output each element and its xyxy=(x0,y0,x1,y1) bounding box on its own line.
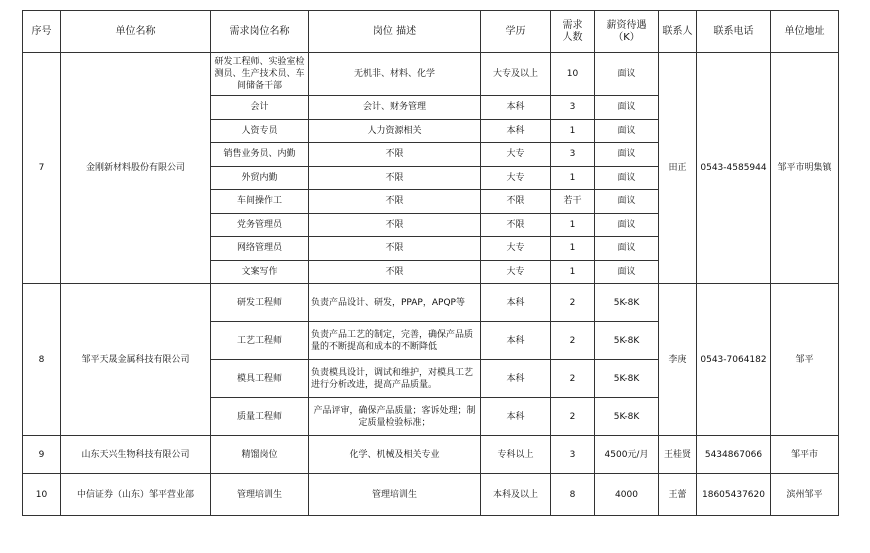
recruitment-table xyxy=(22,10,839,516)
position-title: 工艺工程师 xyxy=(211,322,309,360)
position-count: 1 xyxy=(551,166,595,190)
position-education: 大专 xyxy=(481,143,551,167)
position-desc: 不限 xyxy=(309,237,481,261)
company-phone: 0543-4585944 xyxy=(697,53,771,284)
position-education: 大专 xyxy=(481,260,551,284)
position-salary: 面议 xyxy=(595,119,659,143)
position-title: 质量工程师 xyxy=(211,398,309,436)
position-salary: 4000 xyxy=(595,474,659,516)
position-salary: 5K-8K xyxy=(595,398,659,436)
header-education: 学历 xyxy=(481,11,551,53)
header-count: 需求 人数 xyxy=(551,11,595,53)
company-name: 中信证券（山东）邹平营业部 xyxy=(61,474,211,516)
position-desc: 不限 xyxy=(309,166,481,190)
position-count: 1 xyxy=(551,213,595,237)
company-contact: 李庚 xyxy=(659,284,697,436)
header-contact: 联系人 xyxy=(659,11,697,53)
position-education: 不限 xyxy=(481,213,551,237)
position-salary: 4500元/月 xyxy=(595,436,659,474)
table-row xyxy=(23,53,839,96)
company-no: 7 xyxy=(23,53,61,284)
position-title: 党务管理员 xyxy=(211,213,309,237)
position-desc: 负责产品工艺的制定，完善，确保产品质量的不断提高和成本的不断降低 xyxy=(309,322,481,360)
position-count: 3 xyxy=(551,96,595,120)
position-education: 专科以上 xyxy=(481,436,551,474)
position-title: 研发工程师、实验室检测员、生产技术员、车间储备干部 xyxy=(211,53,309,96)
position-count: 2 xyxy=(551,322,595,360)
position-count: 1 xyxy=(551,237,595,261)
position-salary: 面议 xyxy=(595,237,659,261)
position-salary: 5K-8K xyxy=(595,284,659,322)
header-description: 岗位 描述 xyxy=(309,11,481,53)
position-title: 管理培训生 xyxy=(211,474,309,516)
position-salary: 面议 xyxy=(595,213,659,237)
company-address: 邹平 xyxy=(771,284,839,436)
header-salary: 薪资待遇 （K） xyxy=(595,11,659,53)
table-row xyxy=(23,474,839,516)
position-education: 本科 xyxy=(481,96,551,120)
company-contact: 王桂贤 xyxy=(659,436,697,474)
position-desc: 不限 xyxy=(309,260,481,284)
position-education: 本科 xyxy=(481,322,551,360)
position-education: 不限 xyxy=(481,190,551,214)
header-phone: 联系电话 xyxy=(697,11,771,53)
position-salary: 面议 xyxy=(595,190,659,214)
recruitment-table-wrapper xyxy=(22,10,839,516)
position-education: 本科 xyxy=(481,360,551,398)
position-desc: 会计、财务管理 xyxy=(309,96,481,120)
position-desc: 负责产品设计、研发，PPAP，APQP等 xyxy=(309,284,481,322)
position-desc: 不限 xyxy=(309,143,481,167)
company-no: 10 xyxy=(23,474,61,516)
position-salary: 面议 xyxy=(595,96,659,120)
position-title: 人资专员 xyxy=(211,119,309,143)
position-count: 3 xyxy=(551,436,595,474)
header-row xyxy=(23,11,839,53)
position-count: 2 xyxy=(551,398,595,436)
position-salary: 5K-8K xyxy=(595,360,659,398)
company-name: 邹平天晟金属科技有限公司 xyxy=(61,284,211,436)
position-count: 1 xyxy=(551,119,595,143)
position-salary: 面议 xyxy=(595,143,659,167)
position-desc: 管理培训生 xyxy=(309,474,481,516)
position-education: 本科 xyxy=(481,119,551,143)
company-contact: 田正 xyxy=(659,53,697,284)
company-name: 山东天兴生物科技有限公司 xyxy=(61,436,211,474)
header-company: 单位名称 xyxy=(61,11,211,53)
company-contact: 王蕾 xyxy=(659,474,697,516)
position-salary: 面议 xyxy=(595,260,659,284)
company-phone: 18605437620 xyxy=(697,474,771,516)
position-title: 车间操作工 xyxy=(211,190,309,214)
company-address: 邹平市 xyxy=(771,436,839,474)
position-desc: 产品评审，确保产品质量；客诉处理；制定质量检验标准； xyxy=(309,398,481,436)
position-title: 会计 xyxy=(211,96,309,120)
position-title: 研发工程师 xyxy=(211,284,309,322)
position-desc: 不限 xyxy=(309,190,481,214)
position-education: 大专及以上 xyxy=(481,53,551,96)
position-education: 本科 xyxy=(481,398,551,436)
position-desc: 不限 xyxy=(309,213,481,237)
position-count: 2 xyxy=(551,360,595,398)
position-title: 外贸内勤 xyxy=(211,166,309,190)
position-title: 精馏岗位 xyxy=(211,436,309,474)
position-title: 模具工程师 xyxy=(211,360,309,398)
position-count: 3 xyxy=(551,143,595,167)
header-no: 序号 xyxy=(23,11,61,53)
position-education: 本科 xyxy=(481,284,551,322)
company-no: 9 xyxy=(23,436,61,474)
position-count: 1 xyxy=(551,260,595,284)
table-row xyxy=(23,284,839,322)
position-education: 大专 xyxy=(481,166,551,190)
header-position: 需求岗位名称 xyxy=(211,11,309,53)
header-address: 单位地址 xyxy=(771,11,839,53)
position-count: 2 xyxy=(551,284,595,322)
position-count: 10 xyxy=(551,53,595,96)
company-name: 金刚新材料股份有限公司 xyxy=(61,53,211,284)
position-salary: 面议 xyxy=(595,166,659,190)
position-desc: 负责模具设计，调试和维护，对模具工艺进行分析改进，提高产品质量。 xyxy=(309,360,481,398)
company-phone: 5434867066 xyxy=(697,436,771,474)
company-address: 邹平市明集镇 xyxy=(771,53,839,284)
position-desc: 化学、机械及相关专业 xyxy=(309,436,481,474)
position-desc: 人力资源相关 xyxy=(309,119,481,143)
company-address: 滨州邹平 xyxy=(771,474,839,516)
position-title: 文案写作 xyxy=(211,260,309,284)
position-salary: 面议 xyxy=(595,53,659,96)
position-title: 网络管理员 xyxy=(211,237,309,261)
position-title: 销售业务员、内勤 xyxy=(211,143,309,167)
position-count: 若干 xyxy=(551,190,595,214)
position-education: 大专 xyxy=(481,237,551,261)
company-phone: 0543-7064182 xyxy=(697,284,771,436)
position-count: 8 xyxy=(551,474,595,516)
position-desc: 无机非、材料、化学 xyxy=(309,53,481,96)
position-education: 本科及以上 xyxy=(481,474,551,516)
table-row xyxy=(23,436,839,474)
position-salary: 5K-8K xyxy=(595,322,659,360)
company-no: 8 xyxy=(23,284,61,436)
